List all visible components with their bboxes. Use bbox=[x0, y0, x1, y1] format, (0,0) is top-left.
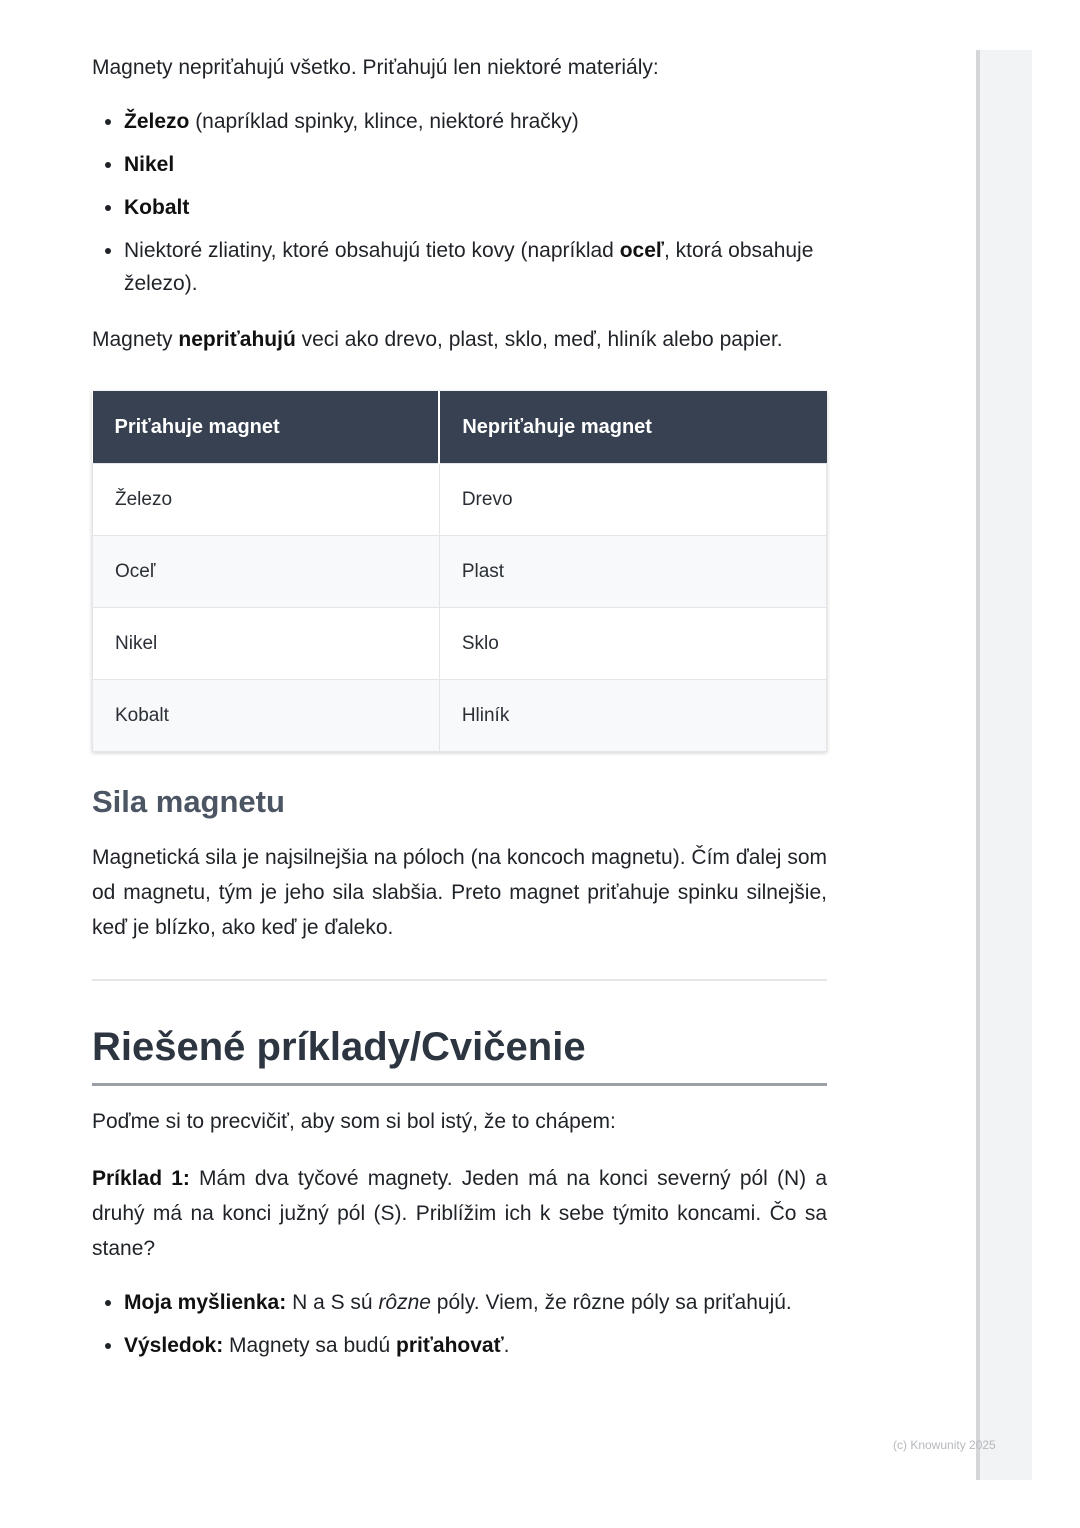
table-cell: Drevo bbox=[439, 464, 826, 536]
section-divider bbox=[92, 979, 827, 981]
intro-paragraph: Magnety nepriťahujú všetko. Priťahujú len niektoré materiály: bbox=[92, 56, 659, 79]
document-content bbox=[92, 48, 827, 1362]
table-cell: Nikel bbox=[93, 608, 440, 680]
table-cell: Plast bbox=[439, 536, 826, 608]
section-heading: Sila magnetu bbox=[92, 784, 285, 819]
title-underline bbox=[92, 1083, 827, 1086]
table-cell: Oceľ bbox=[93, 536, 440, 608]
list-item: • Moja myšlienka: N a S sú rôzne póly. Viem, že rôzne póly sa priťahujú. bbox=[124, 1286, 827, 1319]
table-row bbox=[93, 680, 827, 752]
table-header-cell: Nepriťahuje magnet bbox=[439, 391, 826, 464]
copyright-footer: (c) Knowunity 2025 bbox=[893, 1438, 996, 1452]
list-item: • Železo (napríklad spinky, klince, niektoré hračky) bbox=[124, 105, 827, 138]
table-row bbox=[93, 464, 827, 536]
list-item: • Niektoré zliatiny, ktoré obsahujú tieto kovy (napríklad oceľ, ktorá obsahuje železo). bbox=[124, 234, 827, 300]
table-cell: Hliník bbox=[439, 680, 826, 752]
non-attract-paragraph: Magnety nepriťahujú veci ako drevo, plast, sklo, meď, hliník alebo papier. bbox=[92, 328, 783, 351]
table-cell: Železo bbox=[93, 464, 440, 536]
materials-table bbox=[92, 391, 827, 752]
materials-list bbox=[92, 105, 827, 300]
list-item: • Kobalt bbox=[124, 191, 827, 224]
list-item: • Nikel bbox=[124, 148, 827, 181]
table-header-row bbox=[93, 391, 827, 464]
table-cell: Sklo bbox=[439, 608, 826, 680]
solution-list bbox=[92, 1286, 827, 1362]
table-cell: Kobalt bbox=[93, 680, 440, 752]
table-header-cell: Priťahuje magnet bbox=[93, 391, 440, 464]
strength-paragraph: Magnetická sila je najsilnejšia na póloch (na koncoch magnetu). Čím ďalej som od magnetu, tým je jeho sila slabšia. Preto magnet priťahuje spinku silnejšie, keď je blízko, ako keď je ďaleko. bbox=[92, 846, 827, 939]
list-item: • Výsledok: Magnety sa budú priťahovať. bbox=[124, 1329, 827, 1362]
table-row bbox=[93, 536, 827, 608]
page-title: Riešené príklady/Cvičenie bbox=[92, 1025, 586, 1069]
example-paragraph: Príklad 1: Mám dva tyčové magnety. Jeden má na konci severný pól (N) a druhý má na konci južný pól (S). Priblížim ich k sebe týmito koncami. Čo sa stane? bbox=[92, 1167, 827, 1260]
exercises-intro: Poďme si to precvičiť, aby som si bol istý, že to chápem: bbox=[92, 1110, 616, 1133]
table-row bbox=[93, 608, 827, 680]
right-sidebar-panel bbox=[976, 50, 1032, 1480]
